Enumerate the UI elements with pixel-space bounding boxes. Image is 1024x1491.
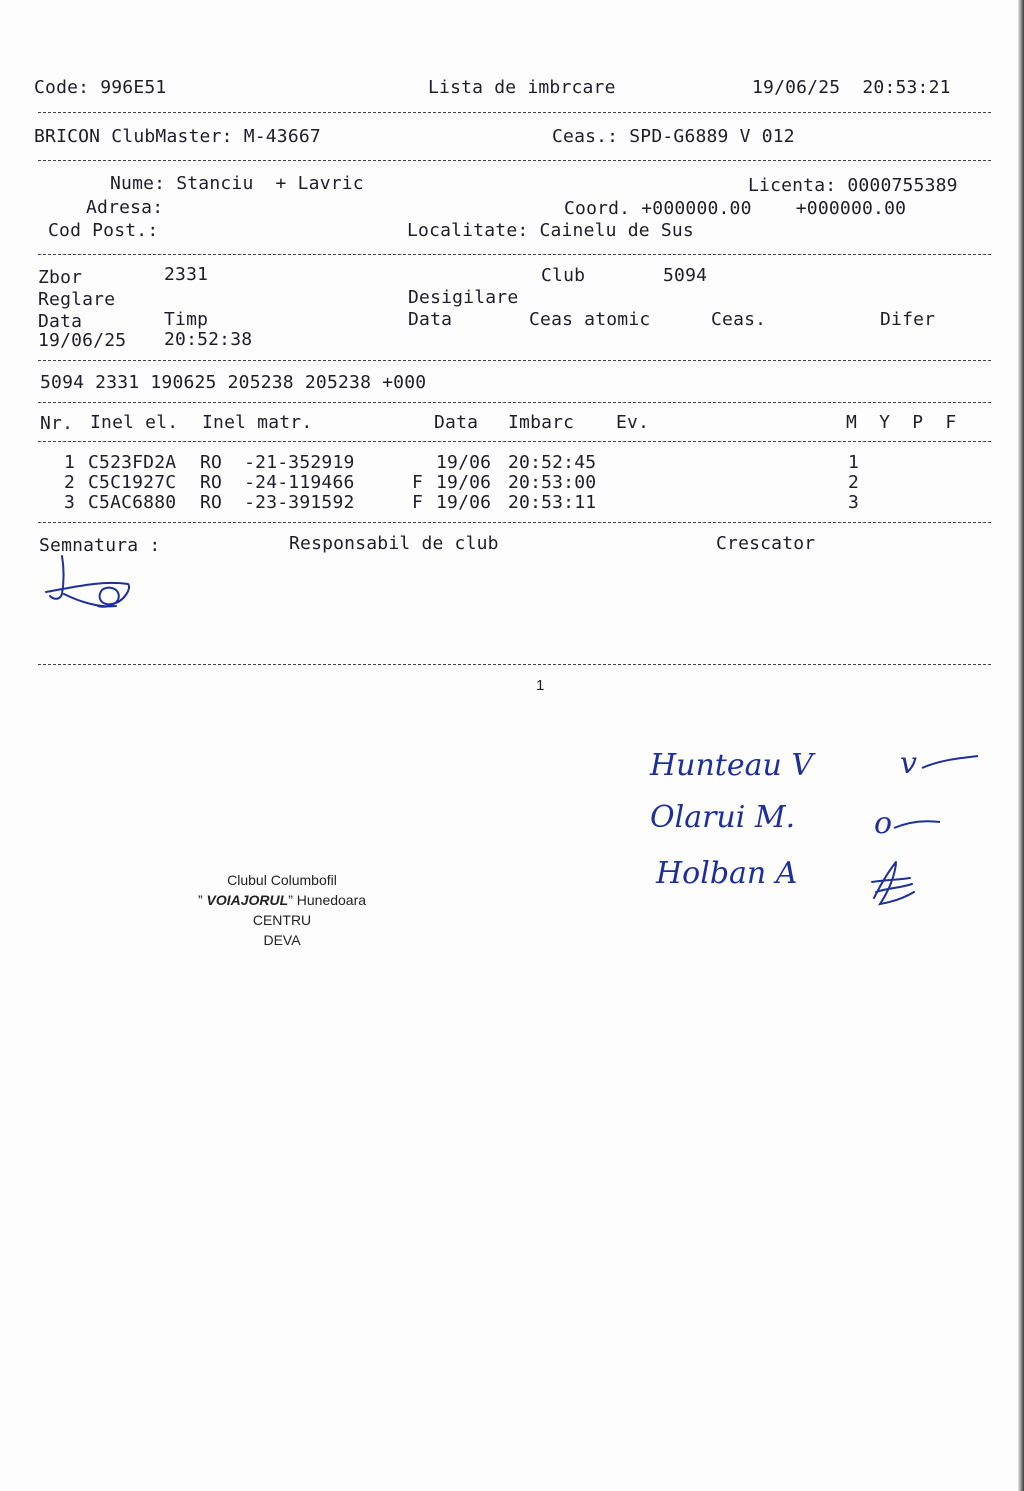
- owner-name: Nume: Stanciu + Lavric: [110, 173, 364, 194]
- col-nr: Nr.: [40, 413, 74, 434]
- row-date: 19/06: [436, 452, 492, 473]
- row-ring-electronic: C523FD2A: [88, 452, 177, 473]
- row-m: 2: [848, 472, 860, 493]
- page-number: 1: [536, 677, 545, 694]
- stamp-quote: ”: [197, 892, 203, 908]
- stamp-club-name: VOIAJORUL: [206, 892, 289, 908]
- row-nr: 2: [64, 472, 76, 493]
- row-nr: 3: [64, 492, 76, 513]
- row-date: 19/06: [436, 492, 492, 513]
- unsealing-label: Desigilare: [408, 287, 519, 308]
- adjustment-label: Reglare: [38, 289, 116, 310]
- license-number: Licenta: 0000755389: [748, 175, 958, 196]
- row-time: 20:53:00: [508, 472, 597, 493]
- divider: [38, 402, 991, 403]
- handwritten-name: Hunteau V: [650, 748, 814, 783]
- locality: Localitate: Cainelu de Sus: [407, 220, 694, 241]
- difference-label: Difer: [880, 309, 936, 330]
- address-label: Adresa:: [86, 197, 164, 218]
- divider: [38, 441, 991, 442]
- club-number: 5094: [663, 265, 708, 286]
- print-datetime: 19/06/25 20:53:21: [752, 77, 951, 98]
- stamp-city: Hunedoara: [296, 892, 367, 908]
- divider: [38, 664, 991, 665]
- row-ring-number: RO -21-352919: [200, 452, 355, 473]
- divider: [38, 160, 991, 161]
- clubmaster-id: BRICON ClubMaster: M-43667: [34, 126, 321, 147]
- stamp-quote: ”: [288, 892, 293, 908]
- col-inel-el: Inel el.: [90, 412, 179, 433]
- divider: [38, 522, 991, 523]
- club-responsible-label: Responsabil de club: [289, 533, 499, 554]
- adjustment-date: 19/06/25: [38, 330, 127, 351]
- row-flag: F: [412, 472, 424, 493]
- summary-code-line: 5094 2331 190625 205238 205238 +000: [40, 372, 427, 393]
- adjustment-time: 20:52:38: [164, 329, 253, 350]
- col-ev: Ev.: [616, 412, 650, 433]
- code-label: Code: 996E51: [34, 77, 167, 98]
- divider: [38, 254, 991, 255]
- club-label: Club: [541, 265, 586, 286]
- row-date: 19/06: [436, 472, 492, 493]
- col-data: Data: [434, 412, 479, 433]
- stamp-line: [160, 890, 404, 910]
- row-ring-electronic: C5C1927C: [88, 472, 177, 493]
- signature-label: Semnatura :: [39, 535, 161, 556]
- row-m: 3: [848, 492, 860, 513]
- row-ring-number: RO -24-119466: [200, 472, 355, 493]
- date-label: Data: [38, 311, 83, 332]
- handwritten-name: Olarui M.: [650, 800, 796, 835]
- unseal-date-label: Data: [408, 309, 453, 330]
- flight-label: Zbor: [38, 267, 83, 288]
- col-myfp: M Y P F: [846, 412, 957, 433]
- handwritten-stroke: [892, 814, 942, 838]
- club-stamp: [160, 870, 404, 950]
- handwritten-initial-mark: [866, 858, 920, 908]
- col-inel-matr: Inel matr.: [202, 412, 313, 433]
- stamp-line: CENTRU: [252, 912, 312, 928]
- handwritten-initials: o: [874, 806, 893, 841]
- divider: [38, 112, 991, 113]
- atomic-clock-label: Ceas atomic: [529, 309, 651, 330]
- row-ring-electronic: C5AC6880: [88, 492, 177, 513]
- handwritten-stroke: [920, 750, 980, 780]
- breeder-label: Crescator: [716, 533, 816, 554]
- handwritten-initials: v: [900, 746, 917, 781]
- stamp-line: Clubul Columbofil: [227, 872, 337, 888]
- stamp-line: DEVA: [263, 932, 301, 948]
- clock-label: Ceas.: [711, 309, 767, 330]
- paper-edge-shadow: [1018, 0, 1024, 1491]
- row-flag: F: [412, 492, 424, 513]
- postal-code-label: Cod Post.:: [48, 220, 159, 241]
- row-time: 20:53:11: [508, 492, 597, 513]
- flight-number: 2331: [164, 264, 209, 285]
- row-m: 1: [848, 452, 860, 473]
- row-ring-number: RO -23-391592: [200, 492, 355, 513]
- coordinates: Coord. +000000.00 +000000.00: [564, 198, 907, 219]
- document-title: Lista de imbrcare: [428, 77, 616, 98]
- row-time: 20:52:45: [508, 452, 597, 473]
- breeder-signature: [40, 548, 140, 618]
- divider: [38, 360, 991, 361]
- col-imbarc: Imbarc: [508, 412, 575, 433]
- time-label: Timp: [164, 309, 209, 330]
- handwritten-name: Holban A: [656, 856, 798, 891]
- clock-id: Ceas.: SPD-G6889 V 012: [552, 126, 795, 147]
- row-nr: 1: [64, 452, 76, 473]
